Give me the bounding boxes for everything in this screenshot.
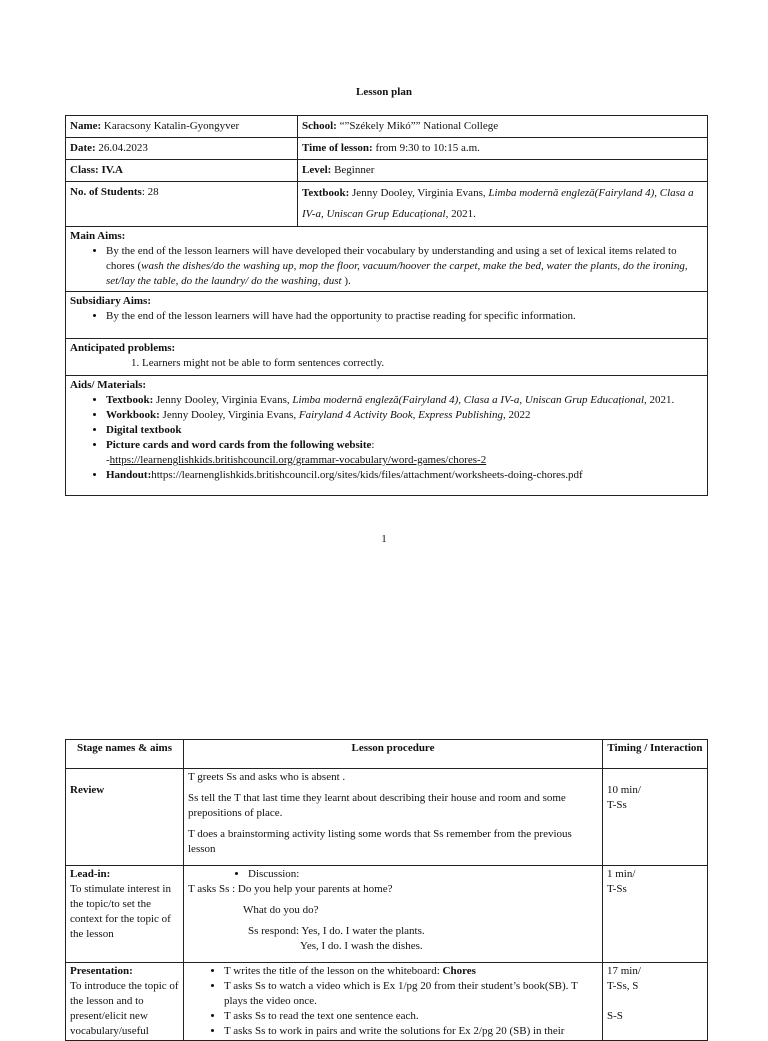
level-label: Level:: [302, 164, 332, 176]
stage-aim: To stimulate interest in the topic/to set the context for the topic of the lesson: [70, 883, 171, 940]
timing-cell: [603, 769, 708, 866]
stage-cell: [66, 769, 184, 866]
subsidiary-aims-list: [70, 309, 703, 324]
cards-colon: :: [371, 439, 375, 451]
main-aims-end: ).: [344, 275, 351, 287]
list-item: • Discussion:: [248, 867, 598, 882]
tb-title: Limba modernă engleză(Fairyland 4), Clasa a IV-a, Uniscan Grup Educațional: [292, 394, 645, 406]
table-row: [66, 866, 708, 963]
students-cell: [66, 182, 298, 227]
table-row: [66, 292, 708, 339]
col-header-procedure: Lesson procedure: [184, 740, 603, 769]
col-header-timing: Timing / Interaction: [603, 740, 708, 769]
table-header-row: [66, 740, 708, 769]
procedure-list: [188, 867, 598, 882]
stage-name: Lead-in:: [70, 868, 111, 880]
table-row: [66, 769, 708, 866]
interaction-value: T-Ss: [607, 799, 627, 811]
class-cell: [66, 160, 298, 182]
cards-label: Picture cards and word cards from the following website: [106, 439, 372, 451]
list-item: [106, 393, 703, 408]
textbook-year: , 2021.: [445, 208, 476, 220]
interaction-value: S-S: [607, 1010, 623, 1022]
problems-list: [70, 356, 703, 371]
wb-title: Fairyland 4 Activity Book, Express Publishing: [298, 409, 503, 421]
tb-authors: Jenny Dooley, Virginia Evans,: [153, 394, 293, 406]
main-aims-list: [70, 244, 703, 289]
time-value: from 9:30 to 10:15 a.m.: [372, 142, 480, 154]
lesson-info-table: [65, 115, 708, 496]
name-cell: [66, 116, 298, 138]
list-item: • T asks Ss to watch a video which is Ex 1/pg 20 from their student’s book(SB). T plays the video once.: [224, 979, 598, 1009]
wb-year: , 2022: [502, 409, 531, 421]
materials-heading: Aids/ Materials:: [70, 379, 147, 391]
handout-url: https://learnenglishkids.britishcouncil.org/sites/kids/files/attachment/worksheets-doing-chores.pdf: [151, 469, 583, 481]
level-value: Beginner: [331, 164, 375, 176]
procedure-text: T writes the title of the lesson on the whiteboard:: [224, 965, 443, 977]
list-item: 1. Learners might not be able to form sentences correctly.: [142, 356, 703, 371]
stage-name: Review: [70, 784, 105, 796]
tb-year: , 2021.: [644, 394, 675, 406]
table-row: [66, 138, 708, 160]
list-item: [224, 964, 598, 979]
interaction-value: T-Ss: [607, 883, 627, 895]
list-item: [106, 244, 703, 289]
subsidiary-aims-heading: Subsidiary Aims:: [70, 295, 151, 307]
materials-list: [70, 393, 703, 483]
timing-cell: [603, 963, 708, 1041]
date-value: 26.04.2023: [95, 142, 148, 154]
materials-cell: [66, 376, 708, 496]
main-aims-cell: [66, 227, 708, 292]
col-header-stage: Stage names & aims: [66, 740, 184, 769]
page-title: Lesson plan: [356, 86, 412, 98]
wb-authors: Jenny Dooley, Virginia Evans,: [159, 409, 299, 421]
procedure-text: Yes, I do. I wash the dishes.: [300, 940, 423, 952]
cards-link[interactable]: https://learnenglishkids.britishcouncil.org/grammar-vocabulary/word-games/chores-2: [109, 454, 487, 466]
timing-value: 10 min/: [607, 784, 641, 796]
table-row: [66, 376, 708, 496]
textbook-cell: [298, 182, 708, 227]
time-cell: [298, 138, 708, 160]
textbook-authors: Jenny Dooley, Virginia Evans,: [349, 187, 489, 199]
table-row: [66, 227, 708, 292]
timing-cell: [603, 866, 708, 963]
table-row: [66, 116, 708, 138]
time-label: Time of lesson:: [302, 142, 373, 154]
list-item: [106, 438, 703, 468]
list-item: • Digital textbook: [106, 423, 703, 438]
name-label: Name:: [70, 120, 102, 132]
cards-dash: -: [106, 454, 110, 466]
handout-label: Handout:: [106, 469, 152, 481]
procedure-text: Ss tell the T that last time they learnt about describing their house and room and some prepositions of place.: [188, 792, 566, 819]
list-item: • T asks Ss to work in pairs and write the solutions for Ex 2/pg 20 (SB) in their: [224, 1024, 598, 1039]
page-number: 1: [381, 533, 387, 545]
date-label: Date:: [70, 142, 96, 154]
list-item: • By the end of the lesson learners will have had the opportunity to practise reading for specific information.: [106, 309, 703, 324]
list-item: • T asks Ss to read the text one sentence each.: [224, 1009, 598, 1024]
main-aims-italic: wash the dishes/do the washing up, mop the floor, vacuum/hoover the carpet, make the bed, water the plants, do the ironing, set/lay the table, do the laundry/ do the washing, dust: [106, 260, 688, 287]
textbook-title: Limba modernă engleză(Fairyland 4), Clasa a IV-a, Uniscan Grup Educațional: [302, 187, 694, 220]
table-row: [66, 182, 708, 227]
timing-value: 17 min/: [607, 965, 641, 977]
class-label: Class: IV.A: [70, 164, 123, 176]
school-value: “”Székely Mikó”” National College: [336, 120, 499, 132]
procedure-bold: Chores: [442, 965, 476, 977]
stage-cell: [66, 866, 184, 963]
procedure-text: T does a brainstorming activity listing some words that Ss remember from the previous lesson: [188, 828, 572, 855]
procedure-cell: [184, 866, 603, 963]
stage-aim: To introduce the topic of the lesson and to present/elicit new vocabulary/useful: [70, 980, 179, 1037]
textbook-label: Textbook:: [302, 187, 350, 199]
procedure-text: Ss respond: Yes, I do. I water the plants.: [248, 925, 425, 937]
school-cell: [298, 116, 708, 138]
procedure-table: [65, 739, 708, 1041]
table-row: [66, 339, 708, 376]
main-aims-text: By the end of the lesson learners will have developed their vocabulary by understanding and using a set of lexical items related to chores (: [106, 245, 677, 272]
interaction-value: T-Ss, S: [607, 980, 639, 992]
stage-cell: [66, 963, 184, 1041]
procedure-list: [188, 964, 598, 1039]
main-aims-heading: Main Aims:: [70, 230, 126, 242]
school-label: School:: [302, 120, 337, 132]
problems-cell: [66, 339, 708, 376]
students-value: : 28: [141, 186, 159, 198]
students-label: No. of Students: [70, 186, 142, 198]
list-item: [106, 408, 703, 423]
stage-name: Presentation:: [70, 965, 133, 977]
procedure-text: What do you do?: [243, 904, 319, 916]
list-item: [106, 468, 703, 483]
procedure-cell: [184, 769, 603, 866]
timing-value: 1 min/: [607, 868, 636, 880]
problems-heading: Anticipated problems:: [70, 342, 176, 354]
procedure-text: T asks Ss : Do you help your parents at home?: [188, 883, 393, 895]
level-cell: [298, 160, 708, 182]
name-value: Karacsony Katalin-Gyongyver: [101, 120, 240, 132]
tb-label: Textbook:: [106, 394, 154, 406]
wb-label: Workbook:: [106, 409, 160, 421]
subsidiary-aims-cell: [66, 292, 708, 339]
procedure-text: T greets Ss and asks who is absent .: [188, 771, 346, 783]
table-row: [66, 963, 708, 1041]
procedure-cell: [184, 963, 603, 1041]
date-cell: [66, 138, 298, 160]
table-row: [66, 160, 708, 182]
